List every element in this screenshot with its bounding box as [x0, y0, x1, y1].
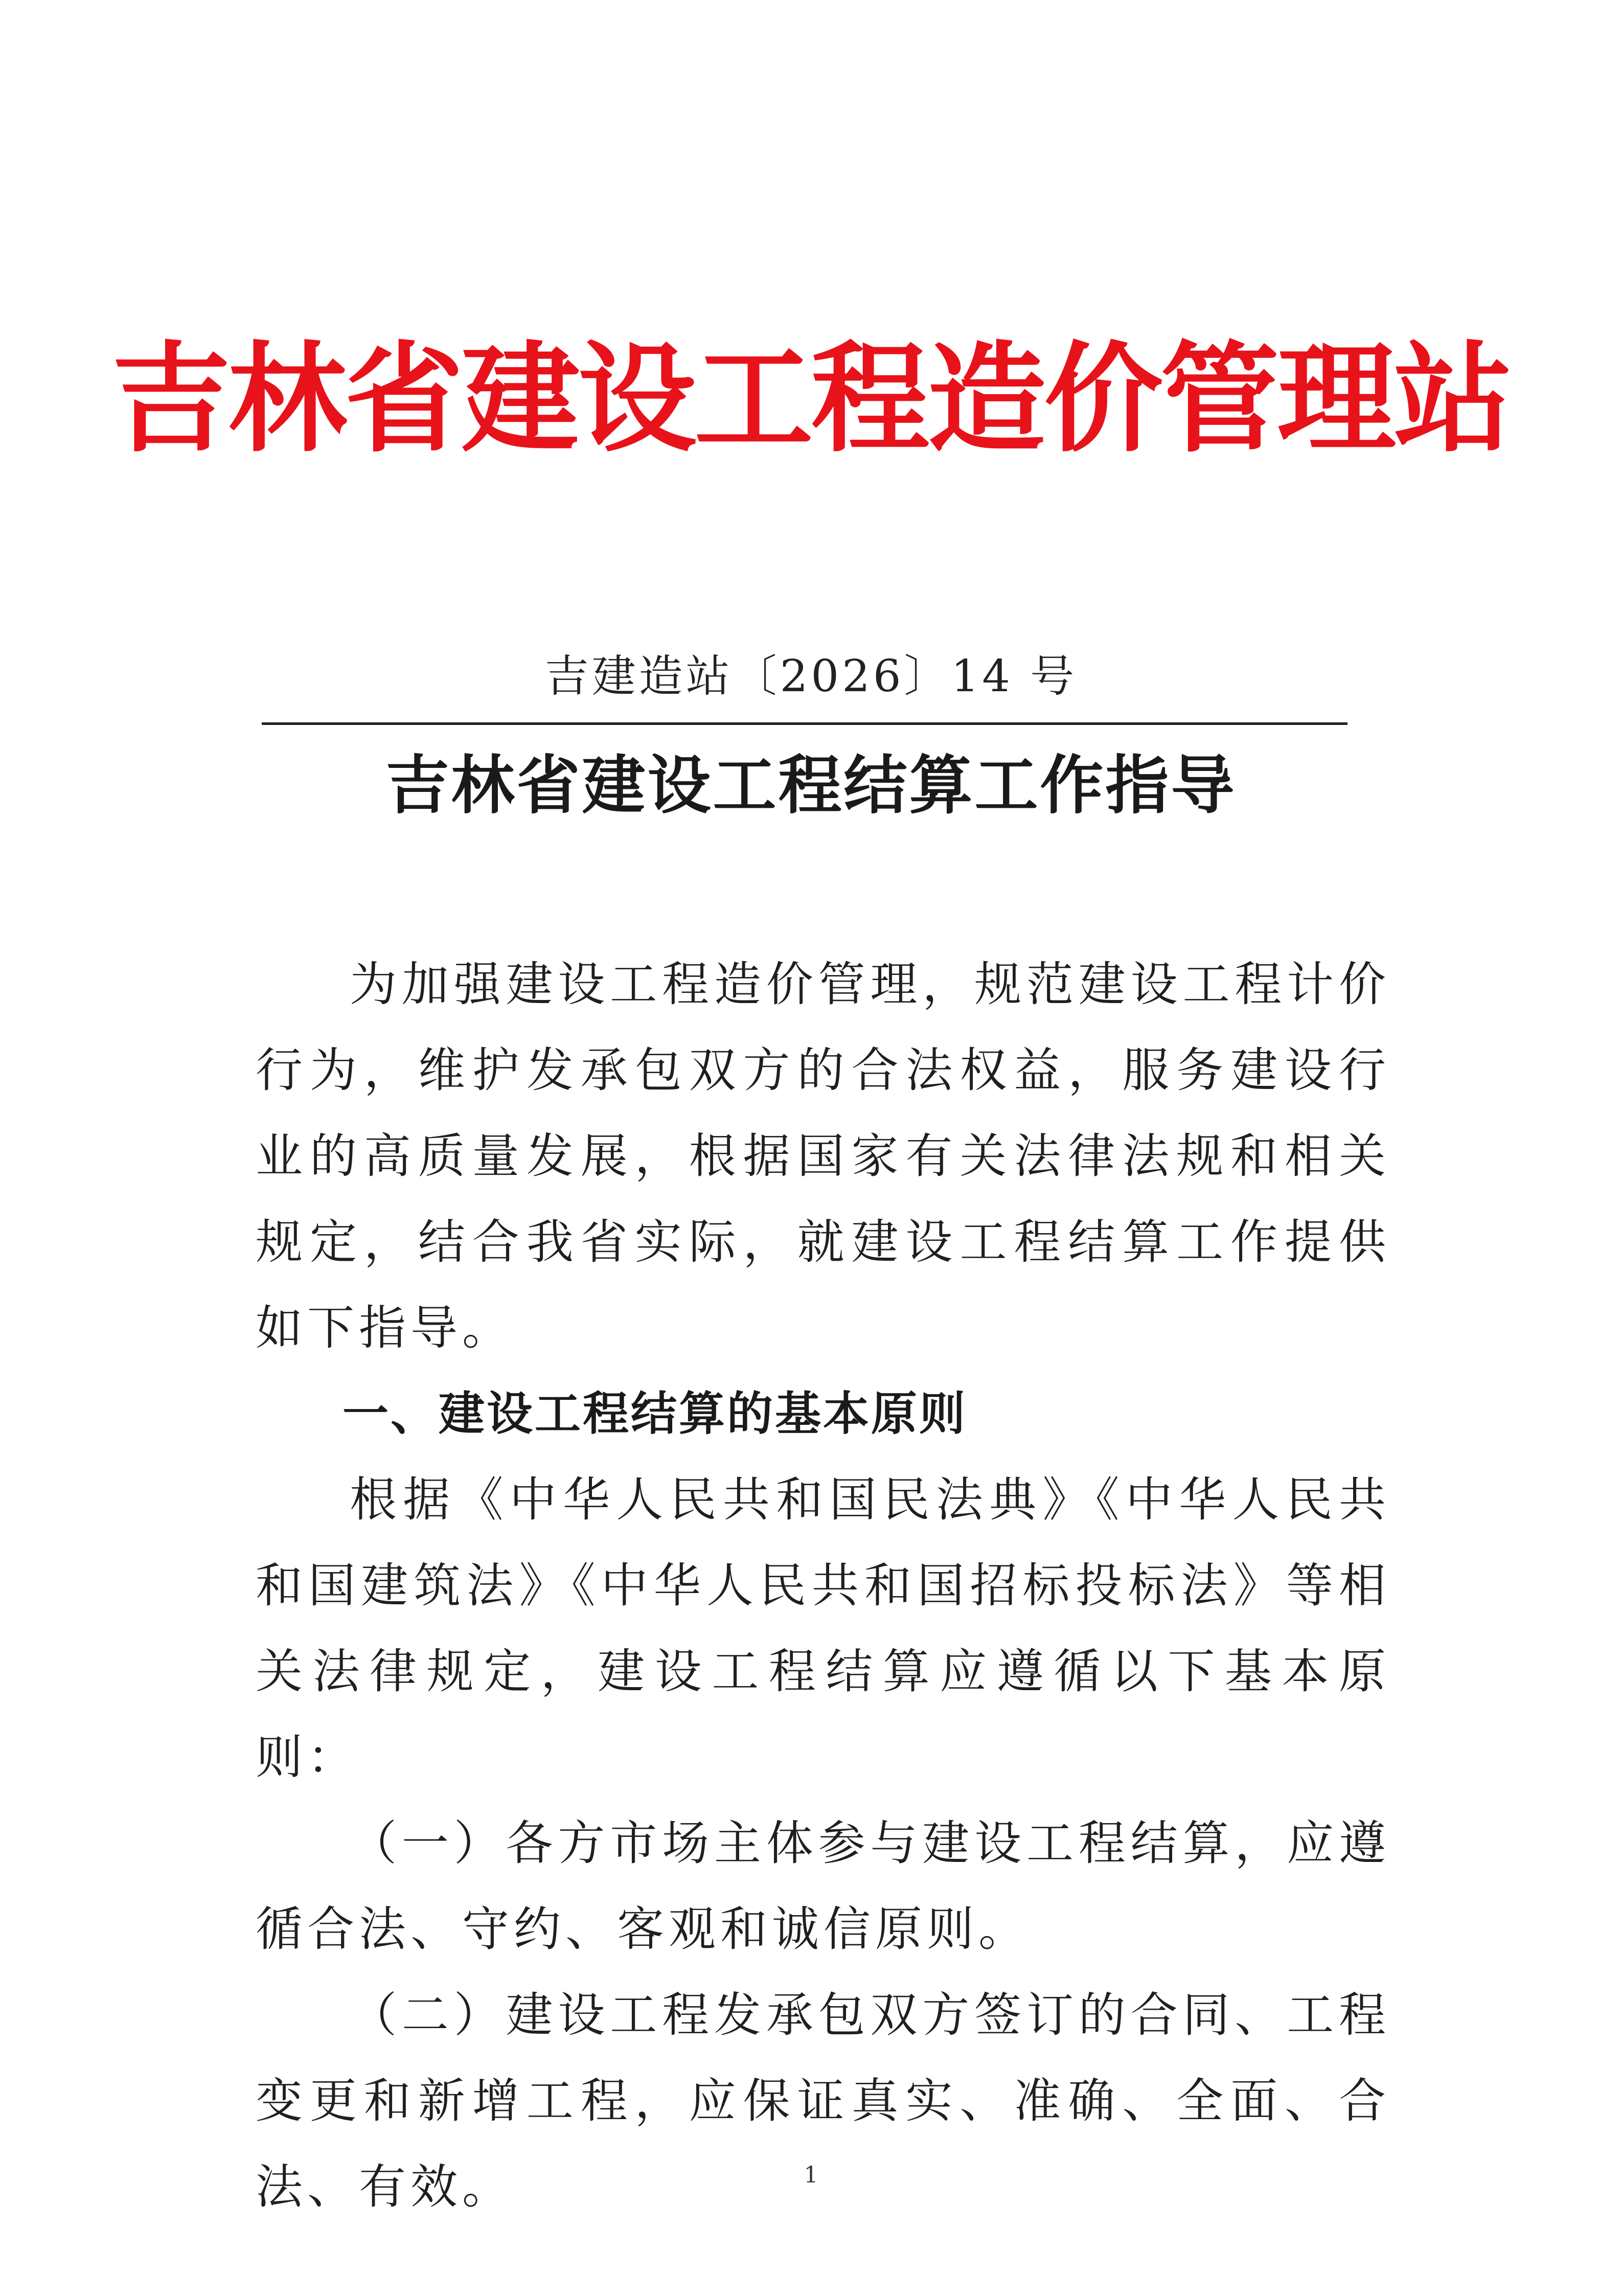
body-paragraph: （二）建设工程发承包双方签订的合同、工程变更和新增工程，应保证真实、准确、全面、合法、有效。	[256, 1988, 1390, 2214]
page-number: 1	[804, 2162, 818, 2188]
document-body	[256, 942, 1390, 2230]
intro-paragraph: 为加强建设工程造价管理，规范建设工程计价行为，维护发承包双方的合法权益，服务建设行业的高质量发展，根据国家有关法律法规和相关规定，结合我省实际，就建设工程结算工作提供如下指导。	[256, 957, 1390, 1355]
issuing-organization-header: 吉林省建设工程造价管理站	[111, 329, 1511, 468]
section-heading: 一、建设工程结算的基本原则	[342, 1387, 967, 1441]
document-number: 吉建造站〔2026〕14 号	[544, 651, 1078, 702]
document-title: 吉林省建设工程结算工作指导	[385, 749, 1237, 823]
body-paragraph: 根据《中华人民共和国民法典》《中华人民共和国建筑法》《中华人民共和国招标投标法》等相关法律规定，建设工程结算应遵循以下基本原则：	[256, 1472, 1390, 1785]
body-paragraph: （一）各方市场主体参与建设工程结算，应遵循合法、守约、客观和诚信原则。	[256, 1816, 1390, 1957]
header-divider-line	[262, 722, 1347, 725]
